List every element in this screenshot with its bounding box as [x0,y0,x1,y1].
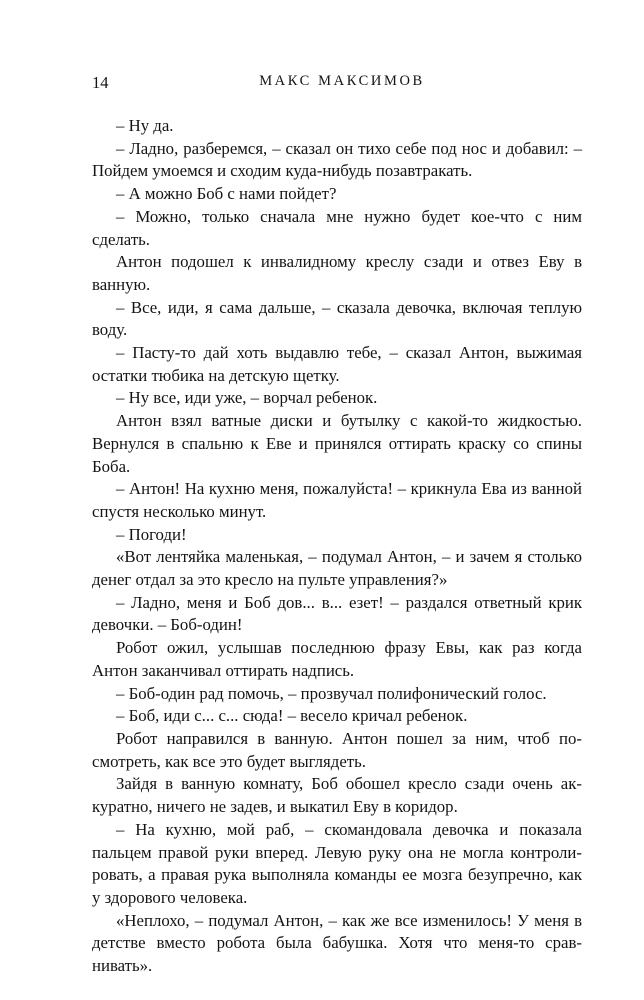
paragraph: – Пасту-то дай хоть выдавлю тебе, – сказал Антон, выжимая остатки тюбика на детскую щетку. [92,343,582,385]
paragraph: «Вот лентяйка маленькая, – подумал Антон, – и зачем я столько денег отдал за это кресло на пульте управления?» [92,547,582,590]
paragraph: Зайдя в ванную комнату, Боб обошел кресло сзади очень аккуратно, ничего не задев, и выкатил Еву в коридор. [92,774,582,817]
paragraph: – Боб, иди с... с... сюда! – весело кричал ребенок. [116,706,468,726]
paragraph: – Можно, только сначала мне нужно будет кое-что с ним сделать. [92,206,582,249]
paragraph: – Ну да. [116,116,174,135]
paragraph: Антон подошел к инвалидному креслу сзади и отвез Еву в ванную. [92,252,582,294]
running-head-author: МАКС МАКСИМОВ [259,73,425,89]
paragraph: «Неплохо, – подумал Антон, – как же все изменилось! У меня в детстве вместо робота была бабушка. Хотя что меня-то сравнивать». [92,910,582,976]
paragraph: Антон взял ватные диски и бутылку с какой-то жидкостью. Вернулся в спальню к Еве и принялся оттирать краску со спины Боба. [92,411,582,476]
paragraph: – А можно Боб с нами пойдет? [116,184,337,204]
paragraph: – Ладно, меня и Боб дов... в... езет! – раздался ответный крик девочки. – Боб-один! [92,592,582,635]
paragraph: – Все, иди, я сама дальше, – сказала девочка, включая теплую воду. [92,297,582,340]
paragraph: – Ну все, иди уже, – ворчал ребенок. [116,388,378,408]
paragraph: – Боб-один рад помочь, – прозвучал полифонический голос. [116,683,547,703]
paragraph: – Ладно, разберемся, – сказал он тихо себе под нос и добавил: – Пойдем умоемся и сходим куда-нибудь позавтракать. [92,138,582,181]
body-text [92,115,582,978]
paragraph: Робот направился в ванную. Антон пошел за ним, чтоб посмотреть, как все это будет выглядеть. [92,728,582,771]
paragraph: – Антон! На кухню меня, пожалуйста! – крикнула Ева из ванной спустя несколько минут. [92,479,582,521]
paragraph: – Погоди! [116,524,187,544]
page-number: 14 [92,73,109,92]
paragraph: Робот ожил, услышав последнюю фразу Евы, как раз когда Антон заканчивал оттирать надпись. [92,638,582,680]
paragraph: – На кухню, мой раб, – скомандовала девочка и показала пальцем правой руки вперед. Левую руку она не могла контролировать, а правая рука выполняла команды ее мозга безупречно, как у здорового человека. [92,819,582,907]
page-header [92,73,582,95]
